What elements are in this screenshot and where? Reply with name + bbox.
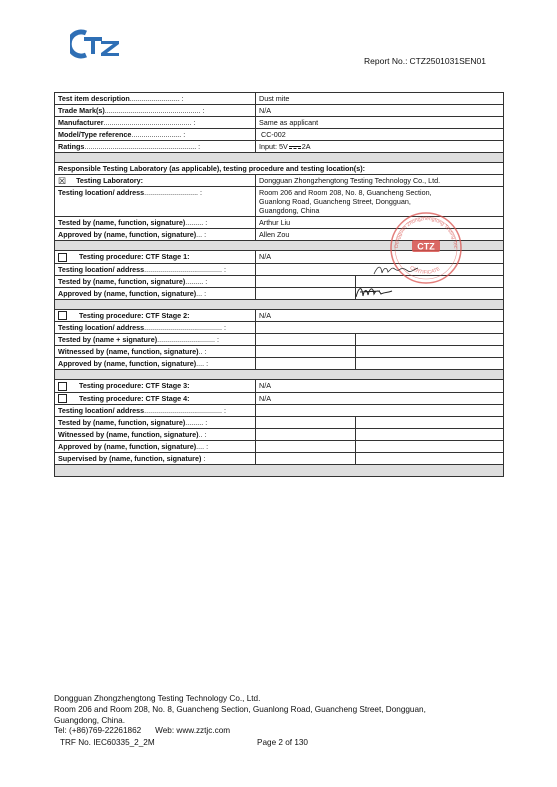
stage3-label: Testing procedure: CTF Stage 3: <box>55 380 256 393</box>
stage1-label: Testing procedure: CTF Stage 1: <box>55 251 256 264</box>
lab-tested-value: Arthur Liu <box>256 217 356 229</box>
stage34-supervised-value <box>256 453 356 465</box>
stage4-label: Testing procedure: CTF Stage 4: <box>55 392 256 405</box>
stage2-tested-value <box>256 334 356 346</box>
svg-text:CERTIFICATE: CERTIFICATE <box>408 264 442 276</box>
stage4-value: N/A <box>256 392 504 405</box>
stage34-supervised-signature <box>356 453 504 465</box>
manufacturer-label: Manufacturer............................................ : <box>55 117 256 129</box>
checkbox-unchecked[interactable] <box>58 253 67 262</box>
stage2-tested-signature <box>356 334 504 346</box>
signature-arthur <box>372 263 420 277</box>
dc-symbol <box>289 146 301 149</box>
footer-tel: Tel: (+86)769-22261862 <box>54 726 142 736</box>
svg-text:Dongguan Zhongzhengtong Testin: Dongguan Zhongzhengtong Testing Tec <box>393 215 459 249</box>
lab-approved-value: Allen Zou <box>256 229 356 241</box>
stage34-tested-signature <box>356 417 504 429</box>
ratings-value: Input: 5V 2A <box>256 141 504 153</box>
stage1-location-label: Testing location/ address....................................... : <box>55 263 256 275</box>
stage2-location-value <box>256 322 504 334</box>
trademark-value: N/A <box>256 105 504 117</box>
stage1-approved-value <box>256 287 356 299</box>
model-value: CC-002 <box>256 129 504 141</box>
stage34-witnessed-signature <box>356 429 504 441</box>
stage1-tested-label: Tested by (name, function, signature)......... : <box>55 275 256 287</box>
stage2-witnessed-value <box>256 346 356 358</box>
model-label: Model/Type reference......................... : <box>55 129 256 141</box>
stage1-value: N/A <box>256 251 504 264</box>
stage2-approved-signature <box>356 358 504 370</box>
desc-value: Dust mite <box>256 93 504 105</box>
lab-location-label: Testing location/ address........................... : <box>55 187 256 217</box>
checkbox-checked[interactable]: ☒ <box>58 175 67 186</box>
checkbox-unchecked[interactable] <box>58 394 67 403</box>
stage34-supervised-label: Supervised by (name, function, signature) : <box>55 453 256 465</box>
page-number: Page 2 of 130 <box>257 738 308 747</box>
testing-lab-label: ☒ Testing Laboratory: <box>55 175 256 187</box>
stage2-approved-value <box>256 358 356 370</box>
trademark-label: Trade Mark(s)................................................ : <box>55 105 256 117</box>
stage1-tested-value <box>256 275 356 287</box>
stage3-value: N/A <box>256 380 504 393</box>
svg-text:CTZ: CTZ <box>417 241 435 252</box>
stage34-approved-signature <box>356 441 504 453</box>
checkbox-unchecked[interactable] <box>58 382 67 391</box>
company-logo <box>70 28 122 60</box>
stage2-tested-label: Tested by (name + signature)............................. : <box>55 334 256 346</box>
lab-tested-label: Tested by (name, function, signature)......... : <box>55 217 256 229</box>
stage2-witnessed-signature <box>356 346 504 358</box>
lab-section-title: Responsible Testing Laboratory (as applicable), testing procedure and testing location(s): <box>55 163 504 175</box>
manufacturer-value: Same as applicant <box>256 117 504 129</box>
report-number: Report No.: CTZ2501031SEN01 <box>364 56 487 66</box>
stage2-approved-label: Approved by (name, function, signature).... : <box>55 358 256 370</box>
checkbox-unchecked[interactable] <box>58 311 67 320</box>
trf-number: TRF No. IEC60335_2_2M <box>60 738 155 747</box>
stage34-approved-value <box>256 441 356 453</box>
stage34-location-value <box>256 405 504 417</box>
stage1-approved-label: Approved by (name, function, signature)... : <box>55 287 256 299</box>
desc-label: Test item description......................... : <box>55 93 256 105</box>
lab-location-value: Room 206 and Room 208, No. 8, Guancheng Section, Guanlong Road, Guancheng Street, Dongguan, Guangdong, China <box>256 187 504 217</box>
stage2-location-label: Testing location/ address....................................... : <box>55 322 256 334</box>
testing-lab-name: Dongguan Zhongzhengtong Testing Technology Co., Ltd. <box>256 175 504 187</box>
stage2-value: N/A <box>256 309 504 322</box>
stage2-label: Testing procedure: CTF Stage 2: <box>55 309 256 322</box>
stage34-witnessed-label: Witnessed by (name, function, signature).. : <box>55 429 256 441</box>
lab-approved-label: Approved by (name, function, signature)... : <box>55 229 256 241</box>
stage34-approved-label: Approved by (name, function, signature).... : <box>55 441 256 453</box>
stage34-location-label: Testing location/ address....................................... : <box>55 405 256 417</box>
stage34-witnessed-value <box>256 429 356 441</box>
stage34-tested-value <box>256 417 356 429</box>
footer-address: Dongguan Zhongzhengtong Testing Technology Co., Ltd. Room 206 and Room 208, No. 8, Guancheng Section, Guanlong Road, Guancheng Street, Dongguan, Guangdong, China. Tel: (+86)769-22261862 Web: www.zztjc.com <box>54 694 426 736</box>
ratings-label: Ratings........................................................ : <box>55 141 256 153</box>
stage2-witnessed-label: Witnessed by (name, function, signature).. : <box>55 346 256 358</box>
footer-web: Web: www.zztjc.com <box>155 726 231 736</box>
stage34-tested-label: Tested by (name, function, signature)......... : <box>55 417 256 429</box>
signature-allen <box>354 284 394 300</box>
